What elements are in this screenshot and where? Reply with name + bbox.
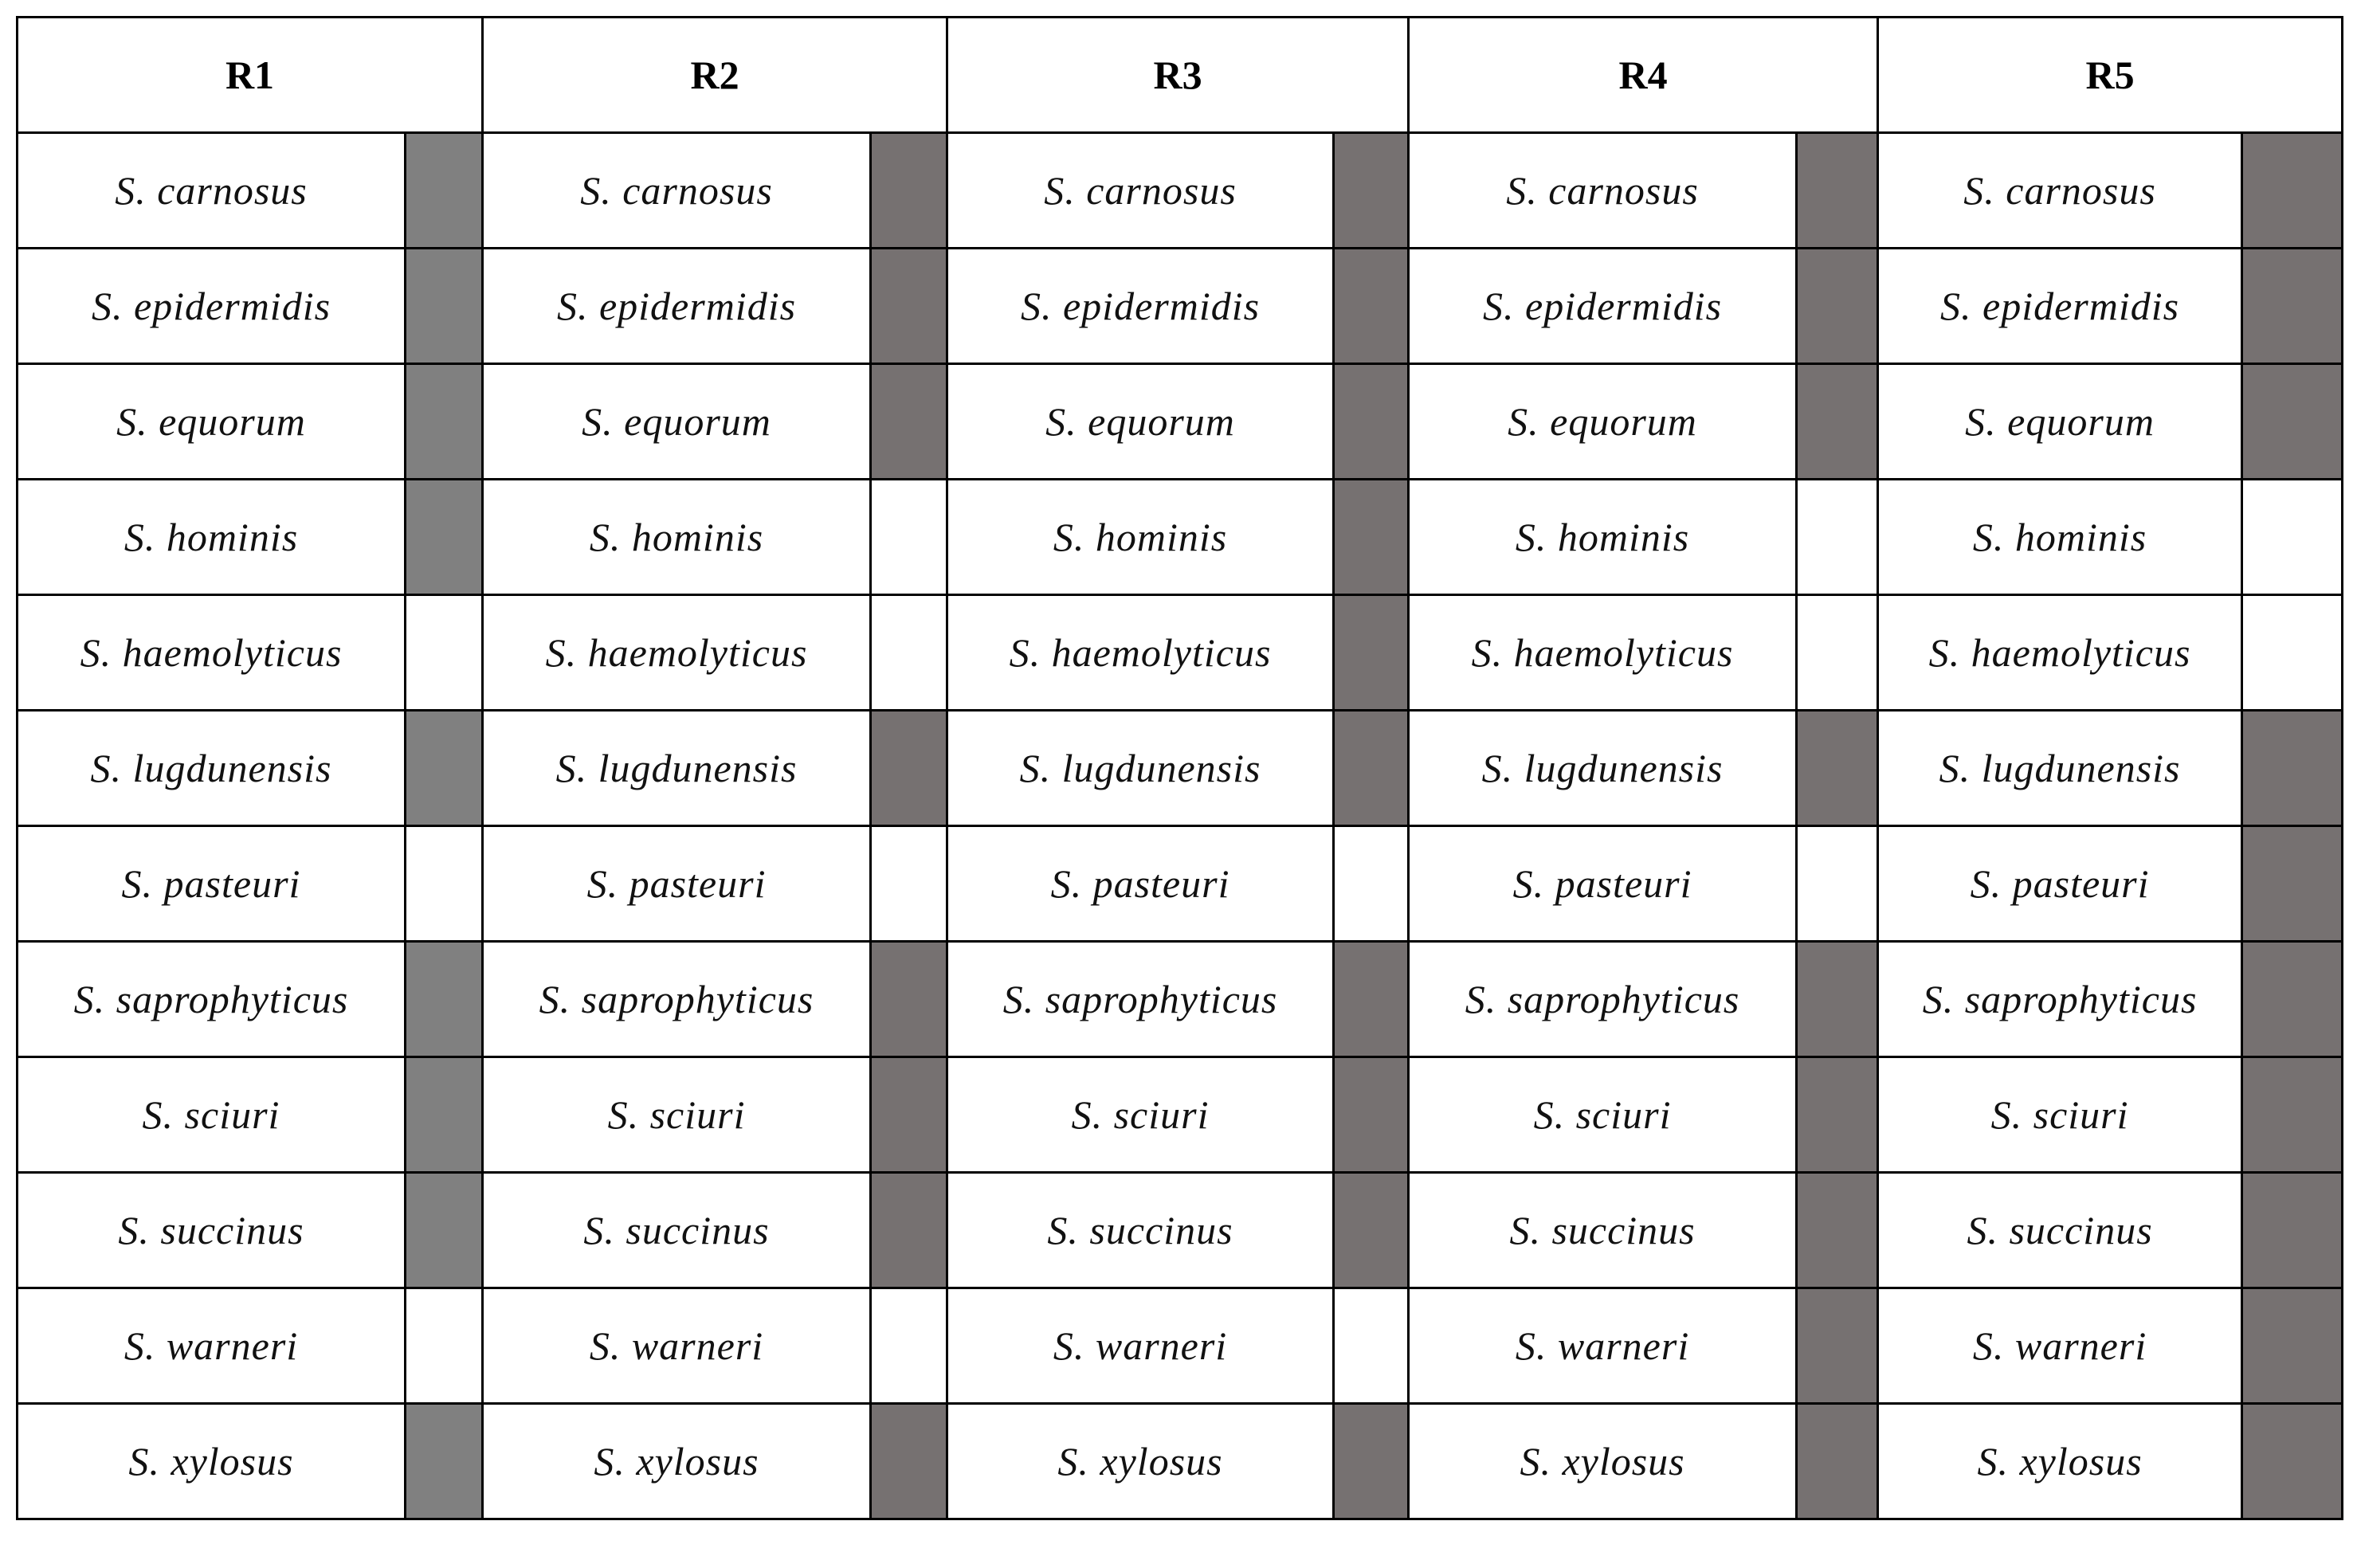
presence-empty-cell [2242, 480, 2343, 595]
presence-shaded-cell [1334, 1404, 1409, 1519]
presence-shaded-cell [406, 1404, 483, 1519]
presence-shaded-cell [2242, 1057, 2343, 1173]
species-name-cell: S. xylosus [483, 1404, 871, 1519]
species-name-cell: S. equorum [947, 364, 1334, 480]
presence-shaded-cell [1334, 480, 1409, 595]
presence-empty-cell [1797, 480, 1878, 595]
species-name-cell: S. saprophyticus [947, 942, 1334, 1057]
species-name-cell: S. succinus [18, 1173, 406, 1288]
species-name-cell: S. saprophyticus [18, 942, 406, 1057]
species-name-cell: S. carnosus [483, 133, 871, 249]
species-name-cell: S. sciuri [1878, 1057, 2242, 1173]
species-name-cell: S. lugdunensis [483, 711, 871, 826]
presence-shaded-cell [1797, 364, 1878, 480]
species-name-cell: S. carnosus [947, 133, 1334, 249]
table-row [18, 1404, 2343, 1519]
presence-shaded-cell [871, 1404, 947, 1519]
species-name-cell: S. lugdunensis [947, 711, 1334, 826]
presence-empty-cell [406, 595, 483, 711]
presence-shaded-cell [1334, 133, 1409, 249]
presence-shaded-cell [1797, 1057, 1878, 1173]
species-name-cell: S. pasteuri [483, 826, 871, 942]
species-name-cell: S. haemolyticus [18, 595, 406, 711]
species-name-cell: S. saprophyticus [1878, 942, 2242, 1057]
presence-empty-cell [871, 826, 947, 942]
presence-shaded-cell [2242, 1404, 2343, 1519]
presence-shaded-cell [1334, 711, 1409, 826]
species-presence-table [16, 16, 2343, 1520]
species-name-cell: S. warneri [947, 1288, 1334, 1404]
presence-empty-cell [2242, 595, 2343, 711]
species-name-cell: S. hominis [1878, 480, 2242, 595]
presence-empty-cell [406, 1288, 483, 1404]
species-name-cell: S. xylosus [947, 1404, 1334, 1519]
presence-empty-cell [871, 480, 947, 595]
presence-shaded-cell [406, 711, 483, 826]
species-name-cell: S. equorum [1878, 364, 2242, 480]
presence-shaded-cell [1334, 595, 1409, 711]
species-name-cell: S. carnosus [1409, 133, 1797, 249]
species-name-cell: S. hominis [1409, 480, 1797, 595]
species-name-cell: S. sciuri [1409, 1057, 1797, 1173]
species-name-cell: S. sciuri [483, 1057, 871, 1173]
species-name-cell: S. equorum [1409, 364, 1797, 480]
presence-shaded-cell [2242, 133, 2343, 249]
table-row [18, 133, 2343, 249]
presence-shaded-cell [1797, 711, 1878, 826]
species-name-cell: S. succinus [1409, 1173, 1797, 1288]
species-name-cell: S. saprophyticus [483, 942, 871, 1057]
table-row [18, 249, 2343, 364]
species-name-cell: S. equorum [483, 364, 871, 480]
presence-shaded-cell [1797, 249, 1878, 364]
presence-shaded-cell [406, 364, 483, 480]
species-name-cell: S. hominis [18, 480, 406, 595]
species-name-cell: S. pasteuri [947, 826, 1334, 942]
species-name-cell: S. warneri [18, 1288, 406, 1404]
species-name-cell: S. haemolyticus [947, 595, 1334, 711]
species-name-cell: S. carnosus [1878, 133, 2242, 249]
species-name-cell: S. pasteuri [1409, 826, 1797, 942]
table-row [18, 711, 2343, 826]
presence-shaded-cell [871, 1057, 947, 1173]
species-name-cell: S. epidermidis [1878, 249, 2242, 364]
species-name-cell: S. xylosus [1878, 1404, 2242, 1519]
presence-shaded-cell [871, 249, 947, 364]
presence-shaded-cell [2242, 1173, 2343, 1288]
presence-shaded-cell [871, 1173, 947, 1288]
table-row [18, 1288, 2343, 1404]
presence-shaded-cell [1334, 364, 1409, 480]
species-name-cell: S. pasteuri [1878, 826, 2242, 942]
column-header-r1: R1 [18, 18, 483, 133]
presence-shaded-cell [2242, 364, 2343, 480]
presence-shaded-cell [406, 1057, 483, 1173]
column-header-r3: R3 [947, 18, 1409, 133]
presence-shaded-cell [871, 942, 947, 1057]
table-row [18, 1057, 2343, 1173]
species-name-cell: S. equorum [18, 364, 406, 480]
table-row [18, 480, 2343, 595]
presence-shaded-cell [2242, 249, 2343, 364]
table-row [18, 364, 2343, 480]
species-name-cell: S. lugdunensis [1409, 711, 1797, 826]
species-name-cell: S. succinus [1878, 1173, 2242, 1288]
presence-shaded-cell [871, 711, 947, 826]
presence-empty-cell [1797, 595, 1878, 711]
presence-shaded-cell [1797, 942, 1878, 1057]
presence-empty-cell [1797, 826, 1878, 942]
species-name-cell: S. hominis [483, 480, 871, 595]
presence-shaded-cell [1797, 1173, 1878, 1288]
presence-shaded-cell [1334, 942, 1409, 1057]
species-name-cell: S. haemolyticus [483, 595, 871, 711]
column-header-r2: R2 [483, 18, 947, 133]
presence-shaded-cell [1797, 133, 1878, 249]
species-name-cell: S. haemolyticus [1878, 595, 2242, 711]
species-name-cell: S. lugdunensis [18, 711, 406, 826]
species-name-cell: S. succinus [483, 1173, 871, 1288]
species-name-cell: S. xylosus [18, 1404, 406, 1519]
table-row [18, 942, 2343, 1057]
presence-shaded-cell [1334, 1173, 1409, 1288]
header-row [18, 18, 2343, 133]
presence-shaded-cell [2242, 1288, 2343, 1404]
presence-shaded-cell [1334, 249, 1409, 364]
species-name-cell: S. sciuri [947, 1057, 1334, 1173]
presence-empty-cell [406, 826, 483, 942]
species-name-cell: S. warneri [483, 1288, 871, 1404]
species-name-cell: S. epidermidis [18, 249, 406, 364]
presence-shaded-cell [406, 1173, 483, 1288]
presence-empty-cell [871, 1288, 947, 1404]
table-row [18, 826, 2343, 942]
species-name-cell: S. carnosus [18, 133, 406, 249]
species-name-cell: S. warneri [1409, 1288, 1797, 1404]
presence-shaded-cell [1797, 1404, 1878, 1519]
species-name-cell: S. warneri [1878, 1288, 2242, 1404]
presence-shaded-cell [406, 942, 483, 1057]
presence-empty-cell [871, 595, 947, 711]
species-name-cell: S. saprophyticus [1409, 942, 1797, 1057]
species-name-cell: S. haemolyticus [1409, 595, 1797, 711]
species-name-cell: S. succinus [947, 1173, 1334, 1288]
presence-empty-cell [1334, 1288, 1409, 1404]
presence-shaded-cell [2242, 826, 2343, 942]
table-row [18, 595, 2343, 711]
presence-shaded-cell [406, 480, 483, 595]
species-name-cell: S. xylosus [1409, 1404, 1797, 1519]
presence-shaded-cell [406, 133, 483, 249]
presence-shaded-cell [871, 364, 947, 480]
species-name-cell: S. epidermidis [947, 249, 1334, 364]
species-name-cell: S. epidermidis [483, 249, 871, 364]
presence-shaded-cell [871, 133, 947, 249]
presence-shaded-cell [2242, 711, 2343, 826]
species-name-cell: S. sciuri [18, 1057, 406, 1173]
presence-empty-cell [1334, 826, 1409, 942]
presence-shaded-cell [2242, 942, 2343, 1057]
presence-shaded-cell [1334, 1057, 1409, 1173]
column-header-r4: R4 [1409, 18, 1878, 133]
species-name-cell: S. epidermidis [1409, 249, 1797, 364]
species-name-cell: S. lugdunensis [1878, 711, 2242, 826]
species-name-cell: S. pasteuri [18, 826, 406, 942]
column-header-r5: R5 [1878, 18, 2343, 133]
presence-shaded-cell [1797, 1288, 1878, 1404]
presence-shaded-cell [406, 249, 483, 364]
table-row [18, 1173, 2343, 1288]
species-name-cell: S. hominis [947, 480, 1334, 595]
